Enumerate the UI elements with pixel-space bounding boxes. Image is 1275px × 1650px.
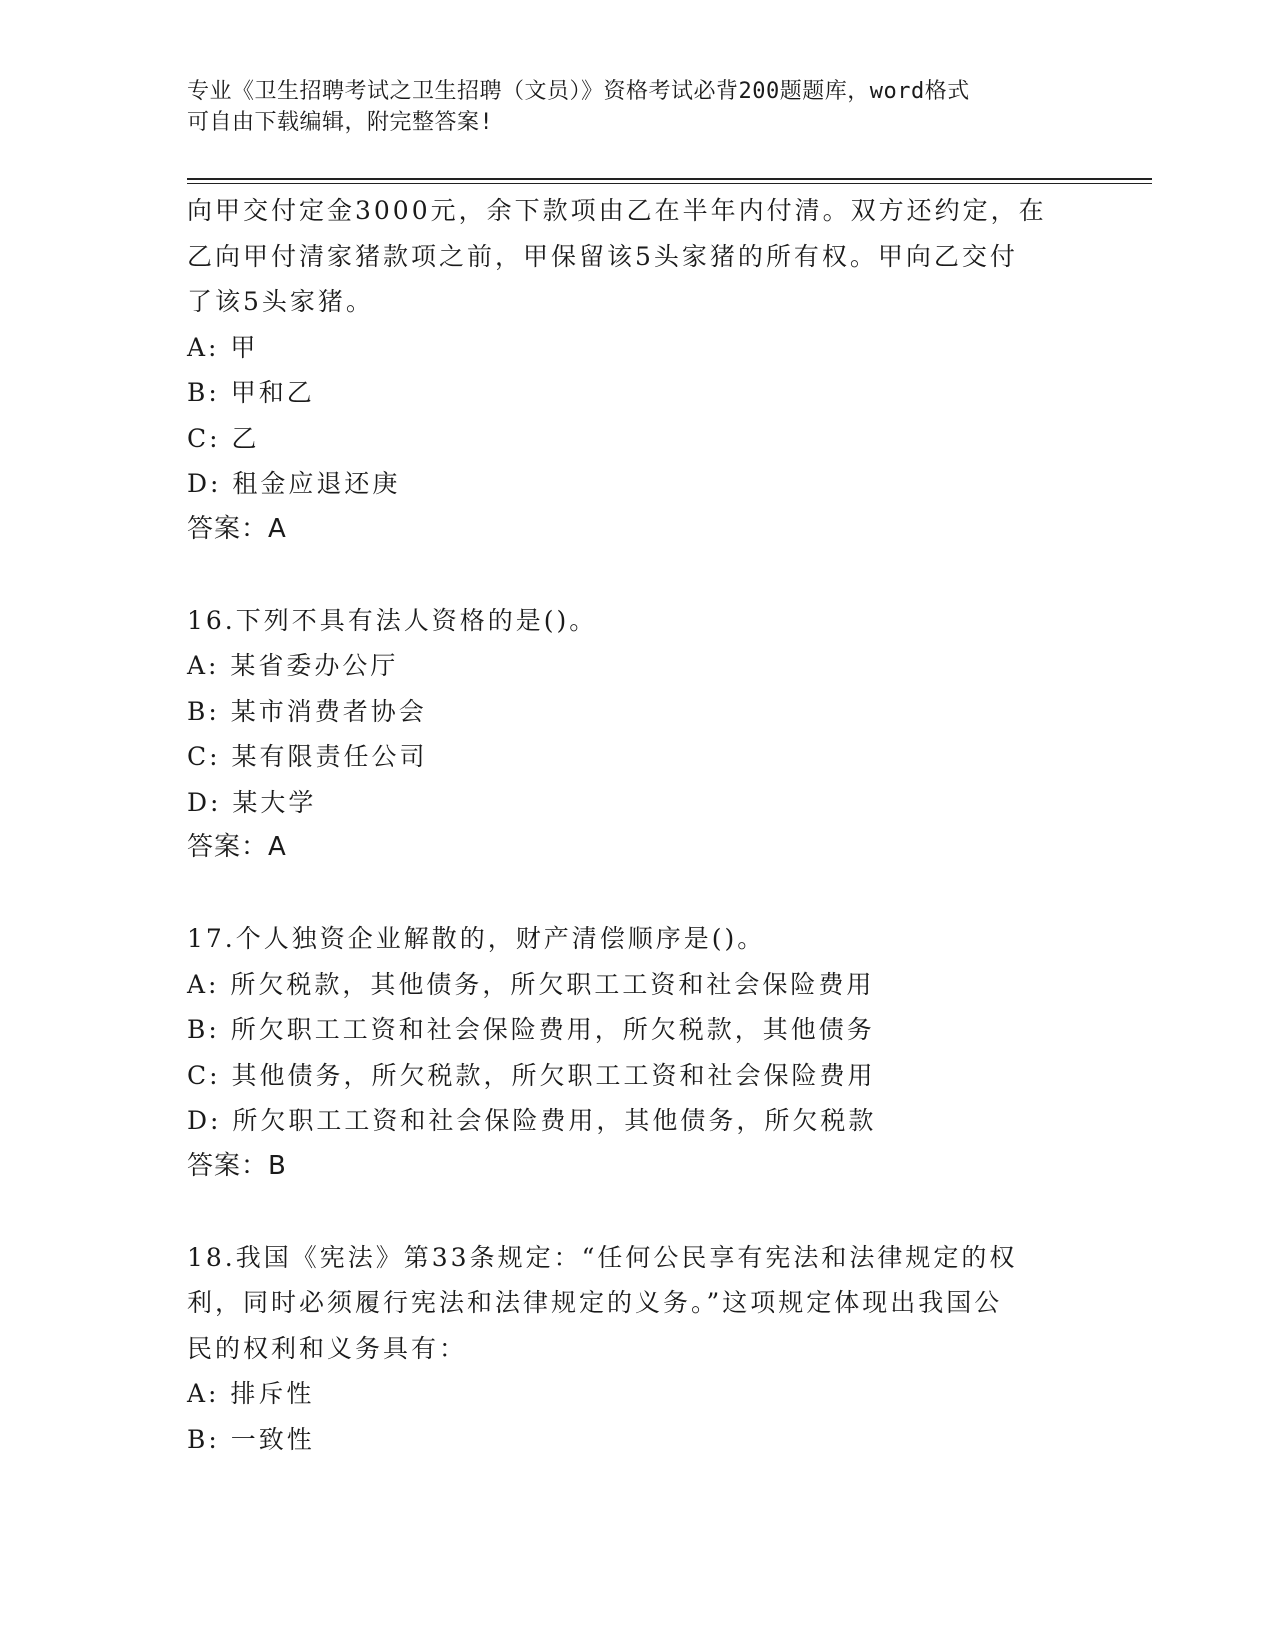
spacer: [187, 552, 1087, 598]
question-17-option-a: A: 所欠税款，其他债务，所欠职工工资和社会保险费用: [187, 969, 875, 999]
question-15-option-c: C: 乙: [187, 423, 260, 453]
question-16-option-c: C: 某有限责任公司: [187, 742, 428, 771]
question-18-option-a: A: 排斥性: [187, 1379, 315, 1408]
question-18-stem-line1: 18.我国《宪法》第33条规定：“任何公民享有宪法和法律规定的权: [187, 1242, 1018, 1272]
question-15: [187, 188, 1087, 552]
header-rule-thick: [187, 178, 1152, 180]
question-17-option-d: D: 所欠职工工资和社会保险费用，其他债务，所欠税款: [187, 1106, 877, 1135]
question-16-option-a: A: 某省委办公厅: [187, 651, 399, 680]
page-header: [187, 76, 1067, 138]
header-rule-thin: [187, 183, 1152, 184]
question-17-option-c: C: 其他债务，所欠税款，所欠职工工资和社会保险费用: [187, 1060, 876, 1090]
question-17-answer: 答案：B: [187, 1150, 287, 1181]
question-16-option-b: B: 某市消费者协会: [187, 696, 427, 726]
header-title-line2: 可自由下载编辑，附完整答案!: [187, 110, 494, 135]
question-18: [187, 1235, 1087, 1463]
question-15-option-b: B: 甲和乙: [187, 378, 315, 407]
question-15-text-line2: 乙向甲付清家猪款项之前，甲保留该5头家猪的所有权。甲向乙交付: [187, 241, 1018, 271]
question-17-stem: 17.个人独资企业解散的，财产清偿顺序是()。: [187, 924, 766, 953]
spacer: [187, 871, 1087, 917]
question-15-text-line3: 了该5头家猪。: [187, 287, 374, 316]
question-16-option-d: D: 某大学: [187, 787, 317, 817]
question-16-answer: 答案：A: [187, 832, 287, 862]
question-15-option-a: A: 甲: [187, 332, 259, 362]
spacer: [187, 1189, 1087, 1235]
header-title-line1: 专业《卫生招聘考试之卫生招聘（文员）》资格考试必背200题题库，word格式: [187, 79, 970, 104]
question-list: [187, 188, 1087, 1462]
question-18-option-b: B: 一致性: [187, 1424, 315, 1454]
question-15-option-d: D: 租金应退还庚: [187, 469, 401, 498]
question-17-option-b: B: 所欠职工工资和社会保险费用，所欠税款，其他债务: [187, 1015, 875, 1044]
question-15-answer: 答案：A: [187, 513, 287, 544]
question-16: [187, 598, 1087, 871]
question-17: [187, 916, 1087, 1189]
question-18-stem-line3: 民的权利和义务具有：: [187, 1333, 468, 1363]
question-18-stem-line2: 利，同时必须履行宪法和法律规定的义务。”这项规定体现出我国公: [187, 1288, 1003, 1317]
question-15-text-line1: 向甲交付定金3000元，余下款项由乙在半年内付清。双方还约定，在: [187, 196, 1047, 225]
question-16-stem: 16.下列不具有法人资格的是()。: [187, 605, 598, 635]
